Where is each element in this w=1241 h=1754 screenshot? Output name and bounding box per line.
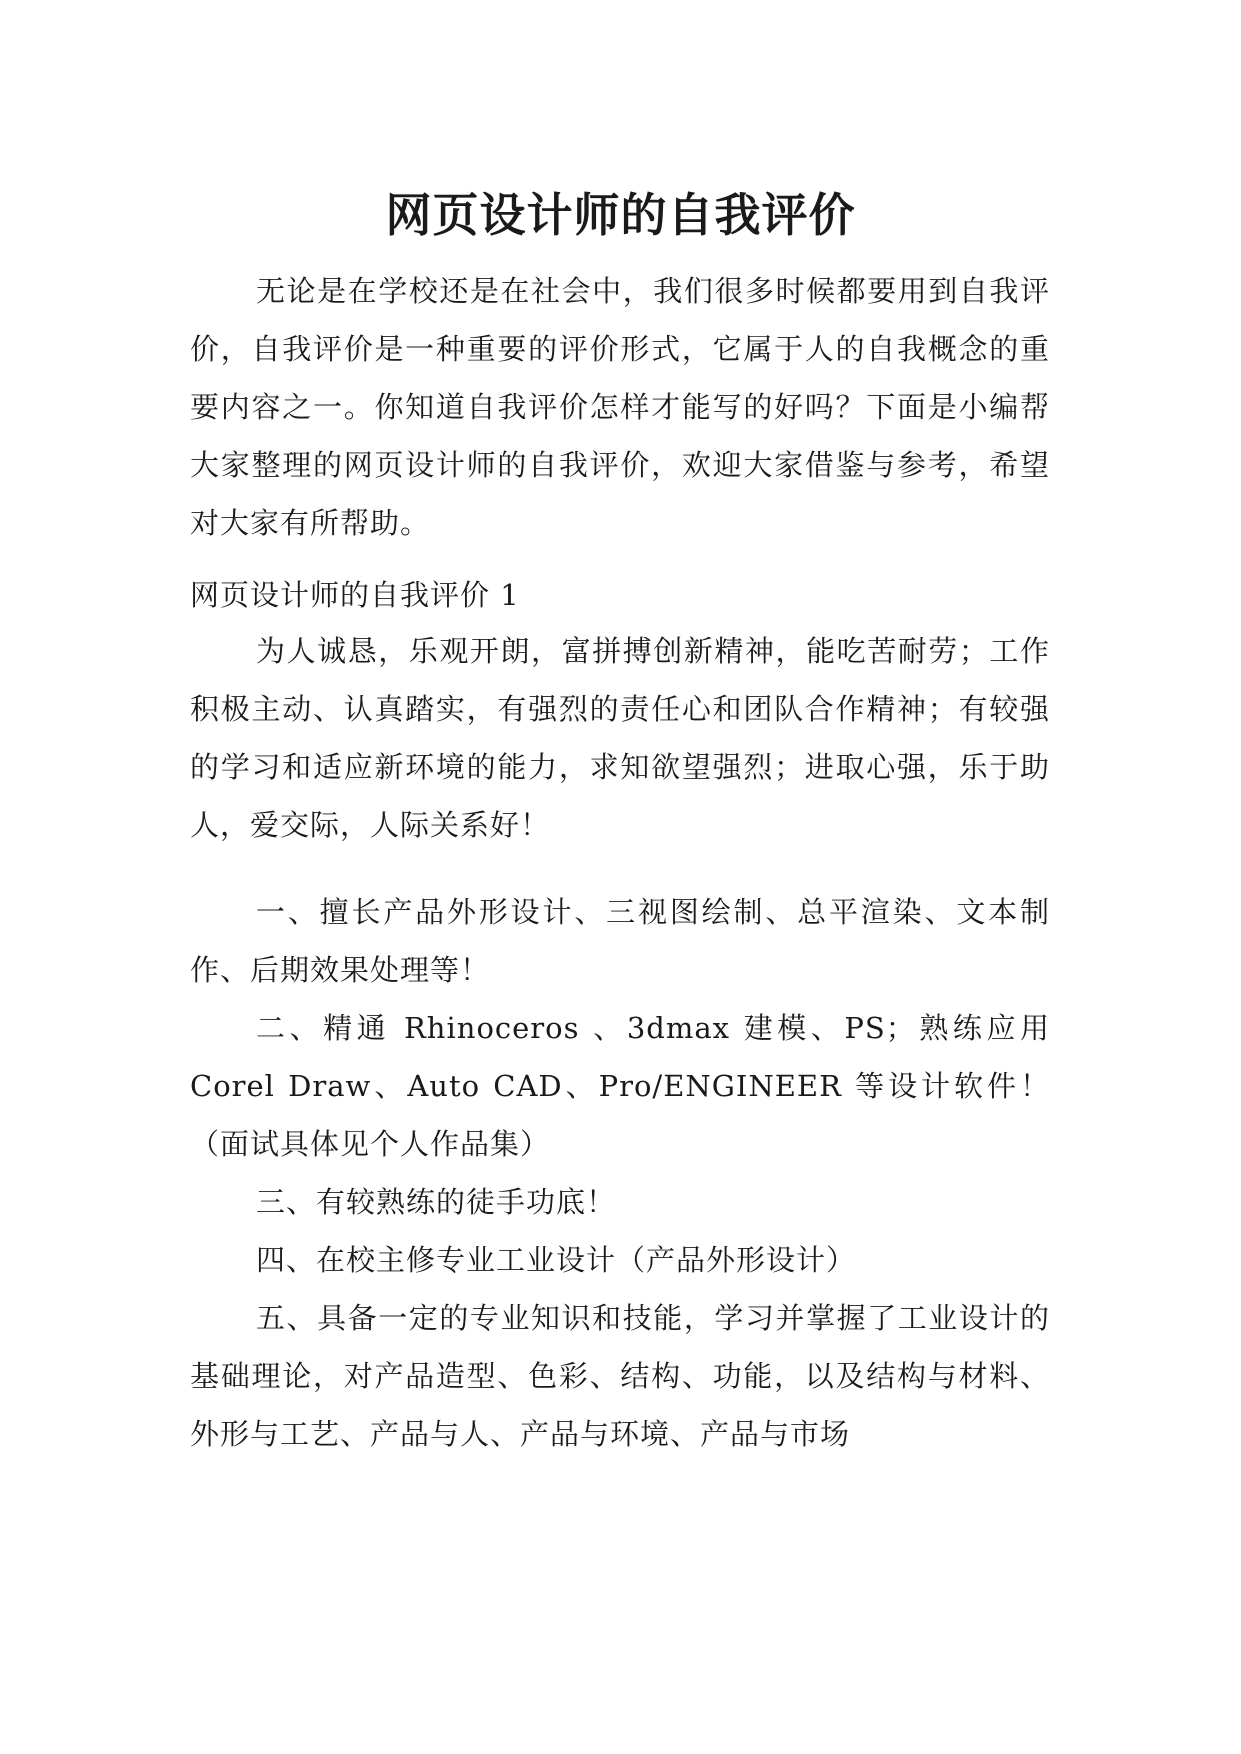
item-list — [190, 883, 1050, 1463]
section-heading: 网页设计师的自我评价 1 — [190, 578, 520, 612]
list-item: 四、在校主修专业工业设计（产品外形设计） — [256, 1243, 857, 1277]
list-item: 一、擅长产品外形设计、三视图绘制、总平渲染、文本制作、后期效果处理等！ — [190, 895, 1050, 987]
intro-paragraph-block — [190, 262, 1050, 552]
list-item: 五、具备一定的专业知识和技能，学习并掌握了工业设计的基础理论，对产品造型、色彩、结构、功能，以及结构与材料、外形与工艺、产品与人、产品与环境、产品与市场 — [190, 1301, 1050, 1451]
section1-paragraph: 为人诚恳，乐观开朗，富拼搏创新精神，能吃苦耐劳；工作积极主动、认真踏实，有强烈的责任心和团队合作精神；有较强的学习和适应新环境的能力，求知欲望强烈；进取心强，乐于助人，爱交际，人际关系好！ — [190, 634, 1050, 842]
section1-paragraph-block — [190, 622, 1050, 854]
list-item: 三、有较熟练的徒手功底！ — [256, 1185, 617, 1219]
list-item: 二、精通 Rhinoceros 、3dmax 建模、PS；熟练应用 Corel Draw、Auto CAD、Pro/ENGINEER 等设计软件！（面试具体见个人作品集） — [190, 1011, 1050, 1161]
document-title: 网页设计师的自我评价 — [385, 187, 856, 242]
intro-paragraph: 无论是在学校还是在社会中，我们很多时候都要用到自我评价，自我评价是一种重要的评价形式，它属于人的自我概念的重要内容之一。你知道自我评价怎样才能写的好吗？下面是小编帮大家整理的网页设计师的自我评价，欢迎大家借鉴与参考，希望对大家有所帮助。 — [190, 274, 1050, 540]
